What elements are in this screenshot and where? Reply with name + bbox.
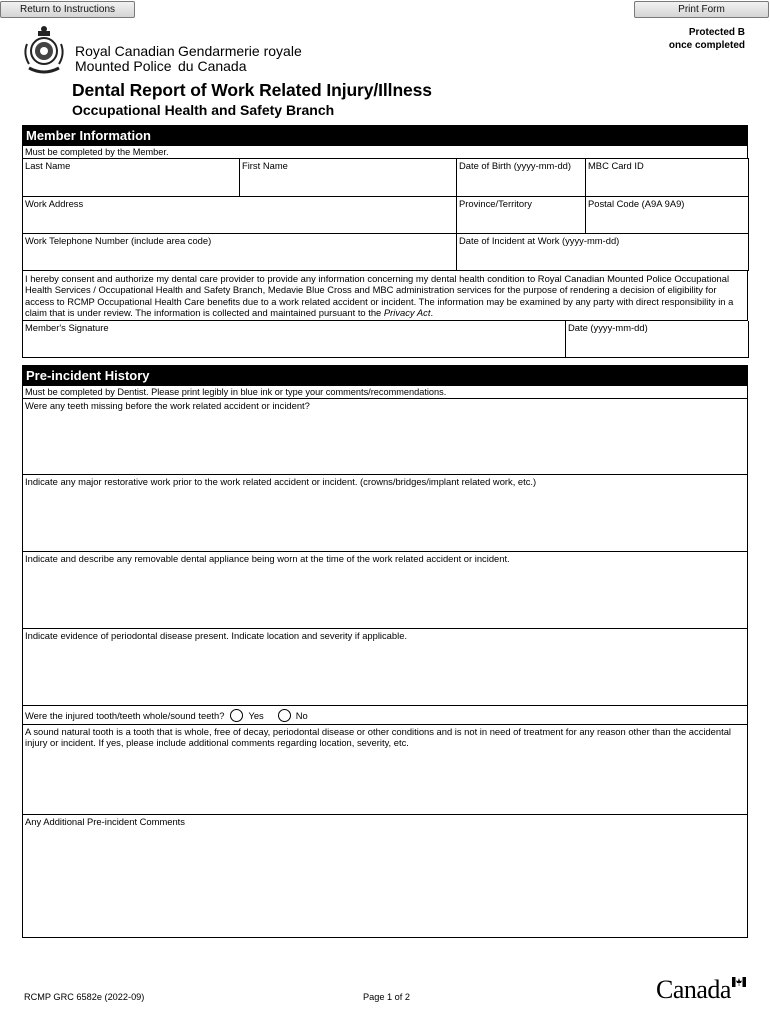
sound-tooth-comments-field[interactable] [22, 725, 748, 815]
no-label: No [295, 709, 308, 721]
restorative-work-label: Indicate any major restorative work prior to the work related accident or incident. (crowns/bridges/implant related work, etc.) [25, 476, 537, 487]
signature-table [22, 321, 749, 359]
pre-incident-history-section [22, 365, 748, 938]
restorative-work-field[interactable] [22, 475, 748, 552]
whole-teeth-label: Were the injured tooth/teeth whole/sound teeth? [25, 709, 225, 721]
sound-tooth-text: A sound natural tooth is a tooth that is whole, free of decay, periodontal disease or other conditions and is not in need of treatment for any reason other than the accidental injury or incident. If yes, please include additional comments regarding location, severity, etc. [25, 726, 732, 748]
form-title: Dental Report of Work Related Injury/Illness [72, 80, 432, 100]
postal-code-label: Postal Code (A9A 9A9) [588, 198, 685, 209]
canada-wordmark: Canada [656, 975, 731, 1004]
privacy-act-text: Privacy Act [383, 307, 431, 319]
postal-code-field[interactable] [586, 197, 749, 234]
org-en-line2: Mounted Police [75, 58, 172, 74]
incident-date-label: Date of Incident at Work (yyyy-mm-dd) [459, 235, 620, 246]
dental-appliance-label: Indicate and describe any removable dental appliance being worn at the time of the work related accident or incident. [25, 553, 510, 564]
province-territory-field[interactable] [457, 197, 586, 234]
form-subtitle: Occupational Health and Safety Branch [72, 102, 335, 118]
periodontal-disease-field[interactable] [22, 629, 748, 706]
org-en-line1: Royal Canadian [75, 43, 175, 59]
work-address-label: Work Address [25, 198, 84, 209]
member-signature-field[interactable] [23, 321, 566, 358]
protected-line2: once completed [668, 40, 745, 51]
protected-b-label [669, 26, 745, 52]
consent-statement [22, 271, 748, 321]
additional-comments-label: Any Additional Pre-incident Comments [25, 816, 185, 827]
mbc-card-label: MBC Card ID [588, 160, 644, 171]
periodontal-disease-label: Indicate evidence of periodontal disease present. Indicate location and severity if applicable. [25, 630, 408, 641]
additional-comments-field[interactable] [22, 815, 748, 938]
yes-radio[interactable] [230, 709, 243, 722]
signature-date-field[interactable] [566, 321, 749, 358]
date-of-birth-field[interactable] [457, 159, 586, 197]
teeth-missing-label: Were any teeth missing before the work related accident or incident? [25, 400, 310, 411]
last-name-label: Last Name [25, 160, 71, 171]
whole-sound-teeth-question [22, 706, 748, 725]
member-fields-table [22, 158, 749, 271]
first-name-field[interactable] [240, 159, 457, 197]
mbc-card-id-field[interactable] [586, 159, 749, 197]
page-number: Page 1 of 2 [363, 992, 410, 1002]
sig-date-label: Date (yyyy-mm-dd) [568, 321, 648, 333]
signature-label: Member's Signature [25, 321, 109, 333]
member-information-section [22, 125, 748, 358]
province-label: Province/Territory [459, 198, 532, 209]
yes-label: Yes [248, 709, 264, 721]
consent-end: . [430, 307, 434, 319]
org-fr-line1: Gendarmerie royale [178, 43, 302, 59]
first-name-label: First Name [242, 160, 288, 171]
work-phone-label: Work Telephone Number (include area code) [25, 235, 212, 246]
org-name-english [75, 44, 175, 74]
work-telephone-field[interactable] [23, 234, 457, 271]
protected-line1: Protected B [688, 27, 745, 38]
member-section-heading: Member Information [22, 125, 748, 146]
form-id: RCMP GRC 6582e (2022-09) [24, 992, 145, 1002]
pre-incident-note: Must be completed by Dentist. Please print legibly in blue ink or type your comments/recommendations. [22, 386, 748, 398]
org-name-french [178, 44, 302, 74]
rcmp-crest-icon [21, 24, 67, 76]
incident-date-field[interactable] [457, 234, 749, 271]
consent-text: I hereby consent and authorize my dental care provider to provide any information concerning my dental health condition to Royal Canadian Mounted Police Occupational Health Services / Occupational Health and Safety Branch, Medavie Blue Cross and MBC administration services for the purpose of rendering a decision of eligibility for access to RCMP Occupational Health Care benefits due to a work related accident or incident. The information may be examined by any party with direct responsibility in a claim that is under review. The information is collected and maintained pursuant to the [25, 273, 734, 319]
work-address-field[interactable] [23, 197, 457, 234]
return-to-instructions-button[interactable]: Return to Instructions [0, 1, 135, 18]
pre-incident-heading: Pre-incident History [22, 365, 748, 386]
print-form-button[interactable]: Print Form [634, 1, 769, 18]
last-name-field[interactable] [23, 159, 240, 197]
member-section-note: Must be completed by the Member. [22, 146, 748, 158]
org-fr-line2: du Canada [178, 58, 247, 74]
canada-flag-icon [732, 977, 746, 987]
no-radio[interactable] [278, 709, 291, 722]
dob-label: Date of Birth (yyyy-mm-dd) [459, 160, 571, 171]
dental-appliance-field[interactable] [22, 552, 748, 629]
teeth-missing-field[interactable] [22, 398, 748, 475]
